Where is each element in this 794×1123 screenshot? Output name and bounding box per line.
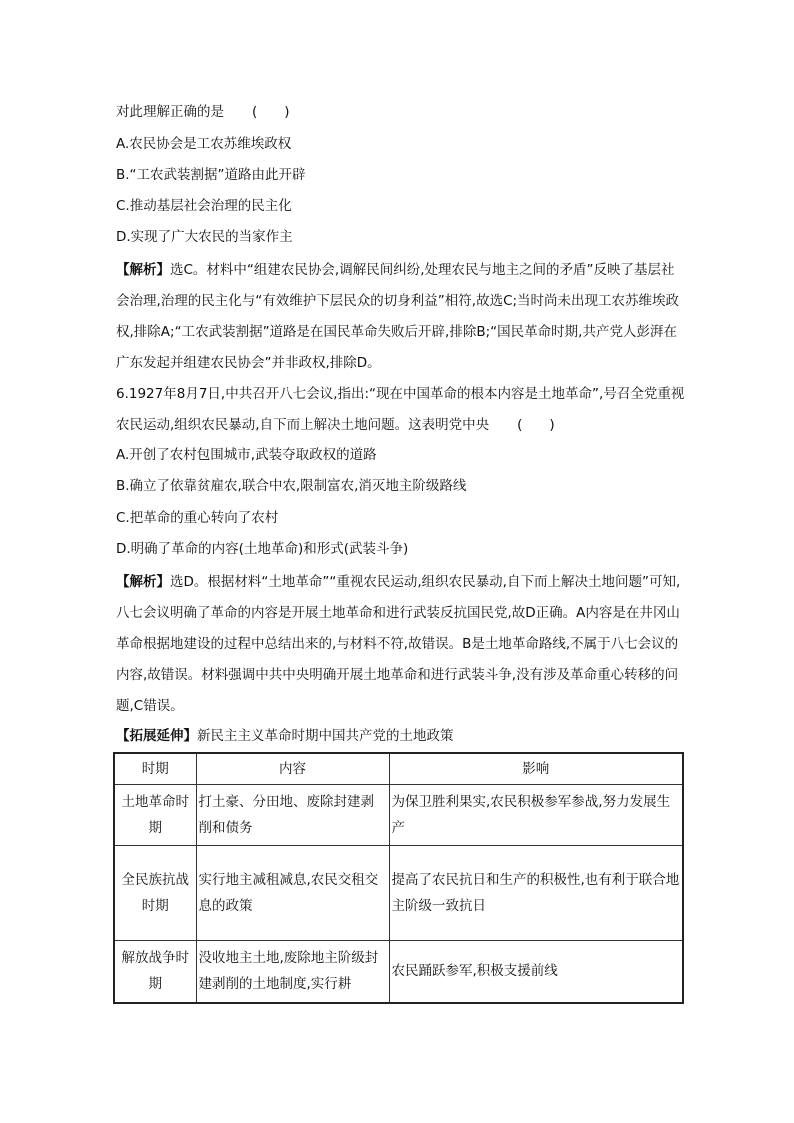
extension-heading bbox=[116, 726, 454, 746]
q5-option-c: C.推动基层社会治理的民主化 bbox=[116, 198, 292, 214]
q5-option-a: A.农民协会是工农苏维埃政权 bbox=[116, 136, 292, 152]
header-impact: 影响 bbox=[389, 753, 683, 785]
q5-stem: 对此理解正确的是 bbox=[116, 104, 224, 120]
table-row bbox=[114, 941, 683, 1003]
header-content: 内容 bbox=[196, 753, 389, 785]
q6-option-d: D.明确了革命的内容(土地革命)和形式(武装斗争) bbox=[116, 541, 409, 557]
q6-analysis-tag: 【解析】 bbox=[116, 574, 170, 590]
cell-period: 土地革命时期 bbox=[114, 785, 196, 846]
q6-stem: 6.1927年8月7日,中共召开八七会议,指出:“现在中国革命的根本内容是土地革命”,号召全党重视农民运动,组织农民暴动,自下而上解决土地问题。这表明党中央 bbox=[116, 386, 685, 433]
q6-stem-block bbox=[116, 379, 686, 441]
cell-impact: 为保卫胜利果实,农民积极参军参战,努力发展生产 bbox=[389, 785, 683, 846]
q5-option-d: D.实现了广大农民的当家作主 bbox=[116, 229, 293, 245]
q6-option-a: A.开创了农村包围城市,武装夺取政权的道路 bbox=[116, 447, 377, 463]
table-row bbox=[114, 846, 683, 941]
cell-content: 没收地主土地,废除地主阶级封建剥削的土地制度,实行耕 bbox=[196, 941, 389, 1003]
q5-analysis bbox=[116, 255, 686, 379]
q5-answer-bracket: ( ) bbox=[252, 104, 290, 120]
cell-impact: 提高了农民抗日和生产的积极性,也有利于联合地主阶级一致抗日 bbox=[389, 846, 683, 941]
cell-period: 全民族抗战时期 bbox=[114, 846, 196, 941]
land-policy-table bbox=[113, 752, 684, 1004]
q6-analysis bbox=[116, 567, 686, 722]
q5-stem-line bbox=[116, 102, 290, 122]
cell-impact: 农民踊跃参军,积极支援前线 bbox=[389, 941, 683, 1003]
cell-content: 打土豪、分田地、废除封建剥削和债务 bbox=[196, 785, 389, 846]
q6-analysis-text: 选D。根据材料“土地革命”“重视农民运动,组织农民暴动,自下而上解决土地问题”可知,八七会议明确了革命的内容是开展土地革命和进行武装反抗国民党,故D正确。A内容是在井冈山革命根据地建设的过程中总结出来的,与材料不符,故错误。B是土地革命路线,不属于八七会议的内容,故错误。材料强调中共中央明确开展土地革命和进行武装斗争,没有涉及革命重心转移的问题,C错误。 bbox=[116, 574, 681, 714]
header-period: 时期 bbox=[114, 753, 196, 785]
cell-period: 解放战争时期 bbox=[114, 941, 196, 1003]
q6-answer-bracket: ( ) bbox=[517, 417, 555, 433]
table-header-row bbox=[114, 753, 683, 785]
cell-content: 实行地主减租减息,农民交租交息的政策 bbox=[196, 846, 389, 941]
table-row bbox=[114, 785, 683, 846]
q5-analysis-text: 选C。材料中“组建农民协会,调解民间纠纷,处理农民与地主之间的矛盾”反映了基层社会治理,治理的民主化与“有效维护下层民众的切身利益”相符,故选C;当时尚未出现工农苏维埃政权,排除A;“工农武装割据”道路是在国民革命失败后开辟,排除B;“国民革命时期,共产党人彭湃在广东发起并组建农民协会”并非政权,排除D。 bbox=[116, 262, 680, 371]
extension-title: 新民主主义革命时期中国共产党的土地政策 bbox=[197, 728, 454, 744]
q6-option-c: C.把革命的重心转向了农村 bbox=[116, 510, 279, 526]
q5-analysis-tag: 【解析】 bbox=[116, 262, 170, 278]
extension-tag: 【拓展延伸】 bbox=[116, 728, 197, 744]
q6-option-b: B.确立了依靠贫雇农,联合中农,限制富农,消灭地主阶级路线 bbox=[116, 478, 467, 494]
q5-option-b: B.“工农武装割据”道路由此开辟 bbox=[116, 167, 306, 183]
